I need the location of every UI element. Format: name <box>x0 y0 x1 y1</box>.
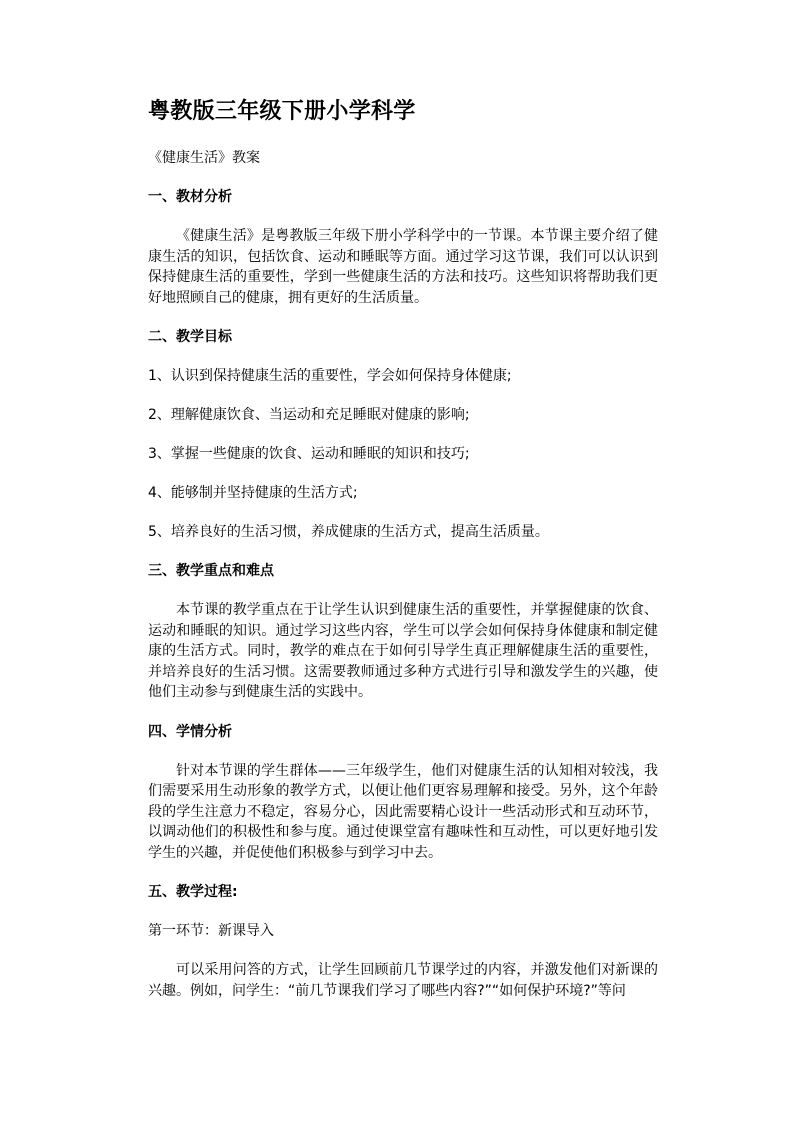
section-teaching-goals <box>148 327 658 542</box>
section-heading: 四、学情分析 <box>148 723 232 740</box>
goal-item: 3、掌握一些健康的饮食、运动和睡眠的知识和技巧; <box>148 446 470 462</box>
section-paragraph: 可以采用问答的方式，让学生回顾前几节课学过的内容，并激发他们对新课的兴趣。例如，问学生：“前几节课我们学习了哪些内容?”“如何保护环境?”等问 <box>148 962 658 999</box>
document-subtitle: 《健康生活》教案 <box>148 150 260 166</box>
section-subheading: 第一环节：新课导入 <box>148 923 274 939</box>
section-heading: 一、教材分析 <box>148 189 232 205</box>
section-heading: 二、教学目标 <box>148 329 232 345</box>
goal-item: 5、培养良好的生活习惯，养成健康的生活方式，提高生活质量。 <box>148 524 549 540</box>
section-textbook-analysis <box>148 187 658 308</box>
section-student-analysis <box>148 722 658 864</box>
document-body <box>148 98 658 1020</box>
goal-item: 4、能够制并坚持健康的生活方式; <box>148 485 358 501</box>
section-heading: 五、教学过程: <box>148 884 238 900</box>
section-paragraph: 针对本节课的学生群体——三年级学生，他们对健康生活的认知相对较浅，我们需要采用生动形象的教学方式，以便让他们更容易理解和接受。另外，这个年龄段的学生注意力不稳定，容易分心，因此需要精心设计一些活动形式和互动环节，以调动他们的积极性和参与度。通过使课堂富有趣味性和互动性，可以更好地引发学生的兴趣，并促使他们积极参与到学习中去。 <box>148 762 658 861</box>
section-teaching-process <box>148 882 658 1001</box>
goal-item: 1、认识到保持健康生活的重要性，学会如何保持身体健康; <box>148 368 512 384</box>
goal-item: 2、理解健康饮食、当运动和充足睡眠对健康的影响; <box>148 407 470 423</box>
section-paragraph: 本节课的教学重点在于让学生认识到健康生活的重要性，并掌握健康的饮食、运动和睡眠的知识。通过学习这些内容，学生可以学会如何保持身体健康和制定健康的生活方式。同时，教学的难点在于如何引导学生真正理解健康生活的重要性，并培养良好的生活习惯。这需要教师通过多种方式进行引导和激发学生的兴趣，使他们主动参与到健康生活的实践中。 <box>148 602 658 700</box>
section-key-points <box>148 561 658 703</box>
section-heading: 三、教学重点和难点 <box>148 563 274 579</box>
document-title: 粤教版三年级下册小学科学 <box>148 99 416 124</box>
section-paragraph: 《健康生活》是粤教版三年级下册小学科学中的一节课。本节课主要介绍了健康生活的知识，包括饮食、运动和睡眠等方面。通过学习这节课，我们可以认识到保持健康生活的重要性，学到一些健康生活的方法和技巧。这些知识将帮助我们更好地照顾自己的健康，拥有更好的生活质量。 <box>148 228 658 306</box>
